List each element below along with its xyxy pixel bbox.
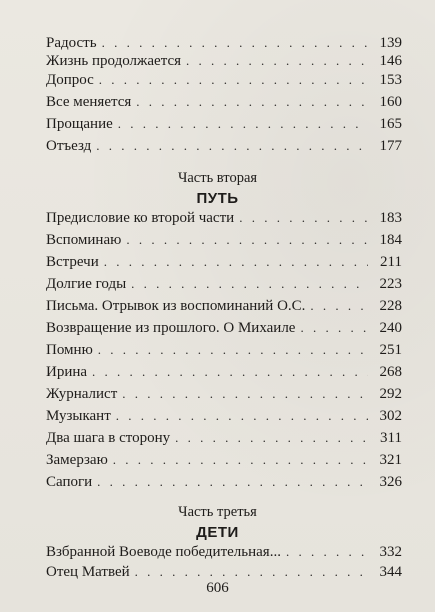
toc-entry-title: Музыкант: [46, 408, 111, 424]
toc-entry: [46, 295, 402, 317]
dot-leader: [286, 541, 368, 563]
toc-entry-title: Отец Матвей: [46, 564, 130, 580]
toc-entry: [46, 251, 402, 273]
toc-entry-page: 268: [379, 364, 402, 380]
toc-entry-title: Два шага в сторону: [46, 430, 171, 446]
toc-entry-page: 344: [379, 564, 402, 580]
toc-entry-title: Жизнь продолжается: [46, 53, 181, 69]
toc-entry: [46, 135, 402, 157]
toc-entry-page: 332: [379, 544, 402, 560]
toc-entry: [46, 207, 402, 229]
toc-entry: [46, 69, 402, 91]
dot-leader: [96, 135, 368, 157]
toc-entry-page: 160: [379, 94, 402, 110]
toc-entry-page: 223: [379, 276, 402, 292]
toc-entry-title: Встречи: [46, 254, 99, 270]
toc-entry-page: 183: [379, 210, 402, 226]
toc-entry-page: 177: [379, 138, 402, 154]
toc-entry-title: Долгие годы: [46, 276, 127, 292]
dot-leader: [310, 295, 368, 317]
toc-entry: [46, 339, 402, 361]
toc-entry-page: 228: [379, 298, 402, 314]
toc-entry: [46, 273, 402, 295]
toc-entry-title: Допрос: [46, 72, 94, 88]
toc-entry-title: Все меняется: [46, 94, 132, 110]
toc-entry-title: Журналист: [46, 386, 118, 402]
part-two-label: Часть вторая: [177, 170, 258, 186]
dot-leader: [131, 273, 368, 295]
toc-entry-page: 165: [379, 116, 402, 132]
toc-entry-title: Замерзаю: [46, 452, 108, 468]
toc-entry-page: 146: [379, 53, 402, 69]
toc-entry-page: 302: [379, 408, 402, 424]
dot-leader: [92, 361, 368, 383]
toc-entry: [46, 113, 402, 135]
dot-leader: [99, 69, 368, 91]
dot-leader: [122, 383, 368, 405]
dot-leader: [97, 471, 368, 493]
toc-entry-page: 311: [380, 430, 402, 446]
dot-leader: [126, 229, 368, 251]
toc-entry: [46, 471, 402, 493]
toc-entry: [46, 405, 402, 427]
toc-entry-page: 326: [379, 474, 402, 490]
toc-entry-title: Письма. Отрывок из воспоминаний О.С.: [46, 298, 306, 314]
dot-leader: [113, 449, 368, 471]
toc-entry-title: Возвращение из прошлого. О Михаиле: [46, 320, 296, 336]
part-three-title: ДЕТИ: [196, 524, 239, 541]
toc-entry-page: 184: [379, 232, 402, 248]
dot-leader: [136, 91, 368, 113]
dot-leader: [175, 427, 368, 449]
toc-entry: [46, 229, 402, 251]
toc-entry-title: Помню: [46, 342, 93, 358]
toc-entry-page: 153: [379, 72, 402, 88]
toc-entry-title: Радость: [46, 35, 97, 51]
toc-entry-page: 139: [379, 35, 402, 51]
toc-entry-page: 251: [379, 342, 402, 358]
toc-entry-title: Сапоги: [46, 474, 93, 490]
toc-entry-title: Предисловие ко второй части: [46, 210, 235, 226]
toc-entry-title: Вспоминаю: [46, 232, 122, 248]
toc-entry: [46, 361, 402, 383]
toc-entry: [46, 317, 402, 339]
toc-entry-title: Взбранной Воеводе победительная...: [46, 544, 281, 560]
part-three-label: Часть третья: [178, 504, 257, 520]
toc-entry: [46, 541, 402, 563]
toc-entry-page: 321: [379, 452, 402, 468]
toc-entry-page: 292: [379, 386, 402, 402]
page-number: 606: [206, 580, 229, 596]
toc-entry-title: Отъезд: [46, 138, 92, 154]
toc-entry-title: Ирина: [46, 364, 88, 380]
toc-entry-title: Прощание: [46, 116, 113, 132]
toc-entry-page: 211: [380, 254, 402, 270]
dot-leader: [118, 113, 368, 135]
toc-entry: [46, 427, 402, 449]
toc-entry: [46, 449, 402, 471]
dot-leader: [239, 207, 368, 229]
part-two-title: ПУТЬ: [196, 190, 239, 207]
toc-entry-page: 240: [379, 320, 402, 336]
toc-entry: [46, 91, 402, 113]
dot-leader: [98, 339, 368, 361]
toc-entry: [46, 383, 402, 405]
dot-leader: [116, 405, 368, 427]
dot-leader: [104, 251, 368, 273]
dot-leader: [300, 317, 368, 339]
